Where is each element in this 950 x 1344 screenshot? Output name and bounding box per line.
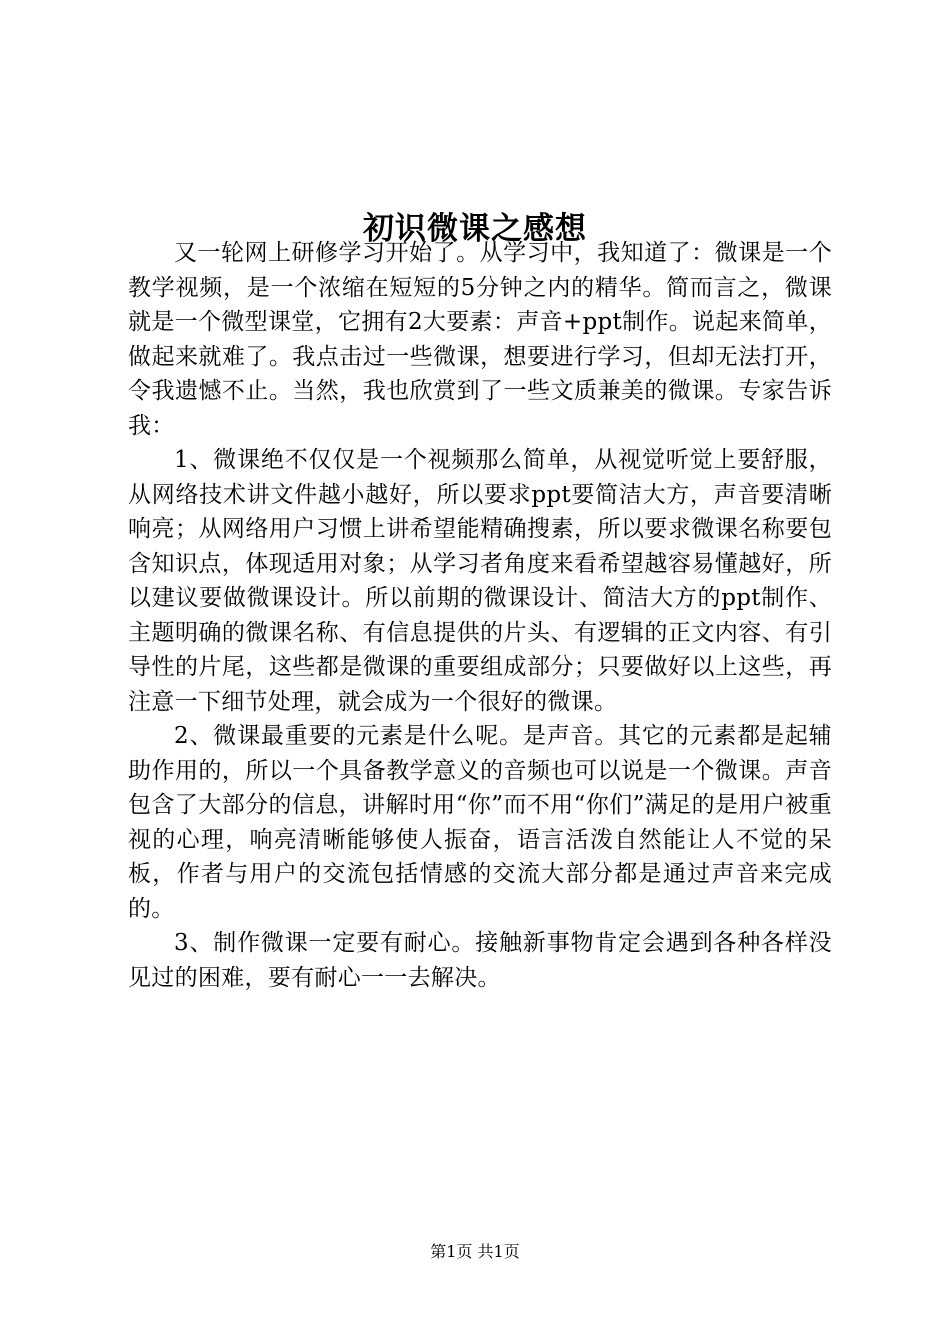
paragraph-point-1: 1、微课绝不仅仅是一个视频那么简单，从视觉听觉上要舒服，从网络技术讲文件越小越好，所以要求ppt要简洁大方，声音要清晰响亮；从网络用户习惯上讲希望能精确搜素，所以要求微课名称要包含知识点，体现适用对象；从学习者角度来看希望越容易懂越好，所以建议要做微课设计。所以前期的微课设计、简洁大方的ppt制作、主题明确的微课名称、有信息提供的片头、有逻辑的正文内容、有引导性的片尾，这些都是微课的重要组成部分；只要做好以上这些，再注意一下细节处理，就会成为一个很好的微课。 <box>128 447 832 715</box>
paragraph-point-3: 3、制作微课一定要有耐心。接触新事物肯定会遇到各种各样没见过的困难，要有耐心一一去解决。 <box>128 930 832 991</box>
page-footer: 第1页 共1页 <box>430 1242 520 1261</box>
paragraph-intro: 又一轮网上研修学习开始了。从学习中，我知道了：微课是一个教学视频，是一个浓缩在短短的5分钟之内的精华。简而言之，微课就是一个微型课堂，它拥有2大要素：声音+ppt制作。说起来简单，做起来就难了。我点击过一些微课，想要进行学习，但却无法打开，令我遗憾不止。当然，我也欣赏到了一些文质兼美的微课。专家告诉我： <box>128 240 832 439</box>
paragraph-point-2: 2、微课最重要的元素是什么呢。是声音。其它的元素都是起辅助作用的，所以一个具备教学意义的音频也可以说是一个微课。声音包含了大部分的信息，讲解时用“你”而不用“你们”满足的是用户被重视的心理，响亮清晰能够使人振奋，语言活泼自然能让人不觉的呆板，作者与用户的交流包括情感的交流大部分都是通过声音来完成的。 <box>128 723 832 922</box>
document-title: 初识微课之感想 <box>363 210 587 247</box>
document-body <box>128 236 832 995</box>
